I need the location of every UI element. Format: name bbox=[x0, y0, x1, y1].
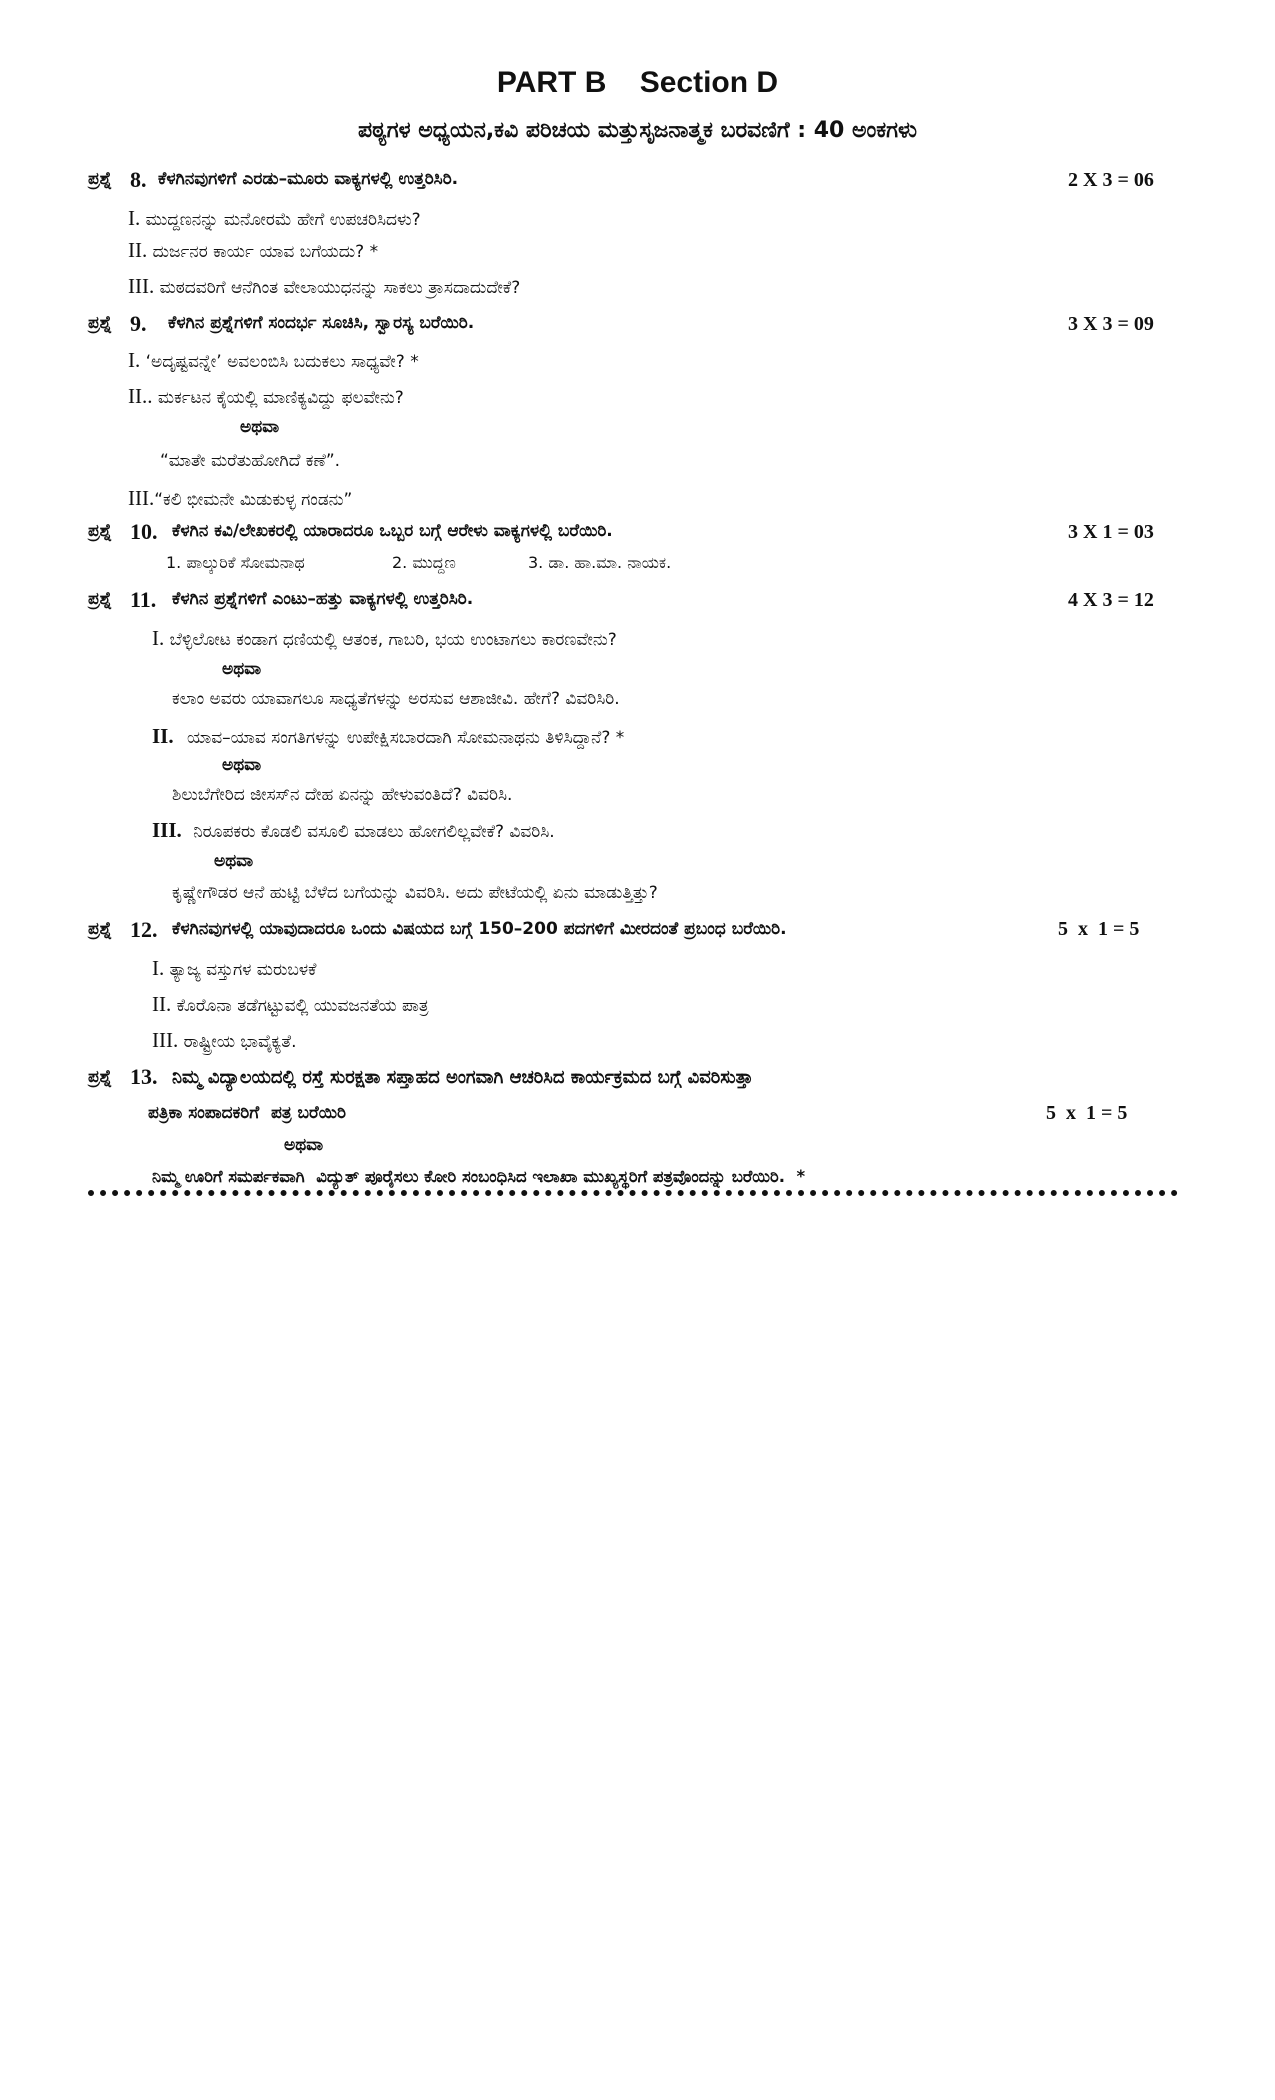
q8-prashne-label: ಪ್ರಶ್ನೆ bbox=[88, 169, 112, 189]
q11-item-3-or-label: ಅಥವಾ bbox=[214, 851, 254, 871]
q12-item-2-roman: II. bbox=[152, 992, 172, 1016]
q11-question: ಕೆಳಗಿನ ಪ್ರಶ್ನೆಗಳಿಗೆ ಎಂಟು–ಹತ್ತು ವಾಕ್ಯಗಳಲ್ಲಿ ಉತ್ತರಿಸಿರಿ. bbox=[172, 589, 474, 609]
q10-option-1: 1. ಪಾಲ್ಕುರಿಕೆ ಸೋಮನಾಥ bbox=[166, 553, 305, 572]
end-divider bbox=[88, 1190, 1178, 1196]
q11-marks: 4 X 3 = 12 bbox=[1068, 589, 1154, 611]
q8-number: 8. bbox=[130, 167, 147, 192]
q9-marks: 3 X 3 = 09 bbox=[1068, 313, 1154, 335]
q9-item-3-text: “ಕಲಿ ಭೀಮನೇ ಮಿಡುಕುಳ್ಳ ಗಂಡನು” bbox=[154, 490, 353, 510]
q13-or-label: ಅಥವಾ bbox=[284, 1135, 324, 1155]
q12-item-2-text: ಕೊರೊನಾ ತಡೆಗಟ್ಟುವಲ್ಲಿ ಯುವಜನತೆಯ ಪಾತ್ರ bbox=[176, 996, 429, 1016]
q9-item-2-alternative: “ಮಾತೇ ಮರೆತುಹೋಗಿದೆ ಕಣೆ”. bbox=[160, 451, 341, 471]
q11-item-1-or-label: ಅಥವಾ bbox=[222, 659, 262, 679]
q9-item-3-roman: III. bbox=[128, 486, 155, 510]
q12-item-2 bbox=[152, 992, 429, 1017]
q12-question: ಕೆಳಗಿನವುಗಳಲ್ಲಿ ಯಾವುದಾದರೂ ಒಂದು ವಿಷಯದ ಬಗ್ಗೆ 150–200 ಪದಗಳಿಗೆ ಮೀರದಂತೆ ಪ್ರಬಂಧ ಬರೆಯಿರಿ. bbox=[172, 919, 787, 939]
q8-item-3-text: ಮಠದವರಿಗೆ ಆನೆಗಿಂತ ವೇಲಾಯುಧನನ್ನು ಸಾಕಲು ತ್ರಾಸದಾದುದೇಕೆ? bbox=[159, 278, 521, 298]
q8-question: ಕೆಳಗಿನವುಗಳಿಗೆ ಎರಡು–ಮೂರು ವಾಕ್ಯಗಳಲ್ಲಿ ಉತ್ತರಿಸಿರಿ. bbox=[158, 169, 459, 189]
q9-item-2-roman: II.. bbox=[128, 384, 153, 408]
q10-prashne-label: ಪ್ರಶ್ನೆ bbox=[88, 521, 112, 541]
q10-number: 10. bbox=[130, 519, 158, 544]
q8-item-1 bbox=[128, 206, 421, 231]
q9-item-1 bbox=[128, 348, 419, 373]
q10-option-2: 2. ಮುದ್ದಣ bbox=[392, 553, 456, 572]
q11-number: 11. bbox=[130, 587, 157, 612]
q9-item-2 bbox=[128, 384, 404, 409]
page-title: PART B Section D bbox=[496, 66, 779, 99]
q9-item-1-roman: I. bbox=[128, 348, 141, 372]
q12-item-1 bbox=[152, 956, 316, 981]
q12-marks: 5 x 1 = 5 bbox=[1058, 918, 1140, 940]
q11-item-3-roman: III. bbox=[152, 818, 182, 842]
q10-option-3: 3. ಡಾ. ಹಾ.ಮಾ. ನಾಯಕ. bbox=[528, 553, 672, 572]
q11-item-1-roman: I. bbox=[152, 626, 165, 650]
q11-item-2-or-label: ಅಥವಾ bbox=[222, 755, 262, 775]
q8-item-3 bbox=[128, 274, 520, 299]
q12-item-1-roman: I. bbox=[152, 956, 165, 980]
q9-question: ಕೆಳಗಿನ ಪ್ರಶ್ನೆಗಳಿಗೆ ಸಂದರ್ಭ ಸೂಚಿಸಿ, ಸ್ವಾರಸ್ಯ ಬರೆಯಿರಿ. bbox=[168, 313, 475, 333]
q11-item-1-text: ಬೆಳ್ಳಿಲೋಟ ಕಂಡಾಗ ಧಣಿಯಲ್ಲಿ ಆತಂಕ, ಗಾಬರಿ, ಭಯ ಉಂಟಾಗಲು ಕಾರಣವೇನು? bbox=[169, 630, 617, 650]
q8-item-1-roman: I. bbox=[128, 206, 141, 230]
q9-number: 9. bbox=[130, 311, 147, 336]
q8-item-2-text: ದುರ್ಜನರ ಕಾರ್ಯ ಯಾವ ಬಗೆಯದು? * bbox=[152, 242, 379, 262]
q9-item-3 bbox=[128, 486, 352, 511]
q9-prashne-label: ಪ್ರಶ್ನೆ bbox=[88, 313, 112, 333]
q13-question-line-1: ನಿಮ್ಮ ವಿದ್ಯಾಲಯದಲ್ಲಿ ರಸ್ತೆ ಸುರಕ್ಷತಾ ಸಪ್ತಾಹದ ಅಂಗವಾಗಿ ಆಚರಿಸಿದ ಕಾರ್ಯಕ್ರಮದ ಬಗ್ಗೆ ವಿವರಿಸುತ್ತಾ bbox=[172, 1067, 753, 1088]
q10-question: ಕೆಳಗಿನ ಕವಿ/ಲೇಖಕರಲ್ಲಿ ಯಾರಾದರೂ ಒಬ್ಬರ ಬಗ್ಗೆ ಆರೇಳು ವಾಕ್ಯಗಳಲ್ಲಿ ಬರೆಯಿರಿ. bbox=[172, 521, 613, 541]
q11-item-1 bbox=[152, 626, 617, 651]
q11-item-1-alternative: ಕಲಾಂ ಅವರು ಯಾವಾಗಲೂ ಸಾಧ್ಯತೆಗಳನ್ನು ಅರಸುವ ಆಶಾಜೀವಿ. ಹೇಗೆ? ವಿವರಿಸಿರಿ. bbox=[172, 689, 620, 709]
section-subtitle: ಪಠ್ಯಗಳ ಅಧ್ಯಯನ,ಕವಿ ಪರಿಚಯ ಮತ್ತುಸೃಜನಾತ್ಮಕ ಬರವಣಿಗೆ : 40 ಅಂಕಗಳು bbox=[358, 118, 917, 143]
q9-item-1-text: ‘ಅದೃಷ್ಟವನ್ನೇ’ ಅವಲಂಬಿಸಿ ಬದುಕಲು ಸಾಧ್ಯವೇ? * bbox=[145, 352, 419, 372]
q13-alternative: ನಿಮ್ಮ ಊರಿಗೆ ಸಮರ್ಪಕವಾಗಿ ವಿದ್ಯುತ್ ಪೂರೈಸಲು ಕೋರಿ ಸಂಬಂಧಿಸಿದ ಇಲಾಖಾ ಮುಖ್ಯಸ್ಥರಿಗೆ ಪತ್ರವೊಂದನ್ನು ಬರೆಯಿರಿ. * bbox=[152, 1167, 806, 1186]
q12-item-3-roman: III. bbox=[152, 1028, 179, 1052]
q12-item-3 bbox=[152, 1028, 297, 1053]
q8-item-3-roman: III. bbox=[128, 274, 155, 298]
q11-item-3-text: ನಿರೂಪಕರು ಕೊಡಲಿ ವಸೂಲಿ ಮಾಡಲು ಹೋಗಲಿಲ್ಲವೇಕೆ? ವಿವರಿಸಿ. bbox=[193, 822, 555, 842]
q12-item-1-text: ತ್ಯಾಜ್ಯ ವಸ್ತುಗಳ ಮರುಬಳಕೆ bbox=[169, 960, 317, 980]
q12-prashne-label: ಪ್ರಶ್ನೆ bbox=[88, 919, 112, 939]
q8-item-1-text: ಮುದ್ದಣನನ್ನು ಮನೋರಮೆ ಹೇಗೆ ಉಪಚರಿಸಿದಳು? bbox=[145, 210, 421, 230]
q8-item-2 bbox=[128, 238, 378, 263]
q8-marks: 2 X 3 = 06 bbox=[1068, 169, 1154, 191]
q13-prashne-label: ಪ್ರಶ್ನೆ bbox=[88, 1067, 112, 1087]
q11-item-3 bbox=[152, 818, 555, 843]
q9-or-label: ಅಥವಾ bbox=[240, 417, 280, 437]
q10-marks: 3 X 1 = 03 bbox=[1068, 521, 1154, 543]
q8-item-2-roman: II. bbox=[128, 238, 148, 262]
q11-item-2-roman: II. bbox=[152, 724, 174, 748]
q12-item-3-text: ರಾಷ್ಟ್ರೀಯ ಭಾವೈಕ್ಯತೆ. bbox=[183, 1032, 297, 1052]
q13-marks: 5 x 1 = 5 bbox=[1046, 1102, 1128, 1124]
q13-number: 13. bbox=[130, 1064, 158, 1089]
q13-question-line-2: ಪತ್ರಿಕಾ ಸಂಪಾದಕರಿಗೆ ಪತ್ರ ಬರೆಯಿರಿ bbox=[148, 1103, 346, 1123]
q11-item-2-alternative: ಶಿಲುಬೆಗೇರಿದ ಜೀಸಸ್‌ನ ದೇಹ ಏನನ್ನು ಹೇಳುವಂತಿದೆ? ವಿವರಿಸಿ. bbox=[172, 785, 513, 805]
q11-item-3-alternative: ಕೃಷ್ಣೇಗೌಡರ ಆನೆ ಹುಟ್ಟಿ ಬೆಳೆದ ಬಗೆಯನ್ನು ವಿವರಿಸಿ. ಅದು ಪೇಟೆಯಲ್ಲಿ ಏನು ಮಾಡುತ್ತಿತ್ತು? bbox=[172, 883, 658, 903]
q11-item-2-text: ಯಾವ–ಯಾವ ಸಂಗತಿಗಳನ್ನು ಉಪೇಕ್ಷಿಸಬಾರದಾಗಿ ಸೋಮನಾಥನು ತಿಳಿಸಿದ್ದಾನೆ? * bbox=[187, 728, 625, 748]
q11-item-2 bbox=[152, 724, 624, 749]
q9-item-2-text: ಮರ್ಕಟನ ಕೈಯಲ್ಲಿ ಮಾಣಿಕ್ಯವಿದ್ದು ಫಲವೇನು? bbox=[157, 388, 404, 408]
q11-prashne-label: ಪ್ರಶ್ನೆ bbox=[88, 589, 112, 609]
q12-number: 12. bbox=[130, 917, 158, 942]
